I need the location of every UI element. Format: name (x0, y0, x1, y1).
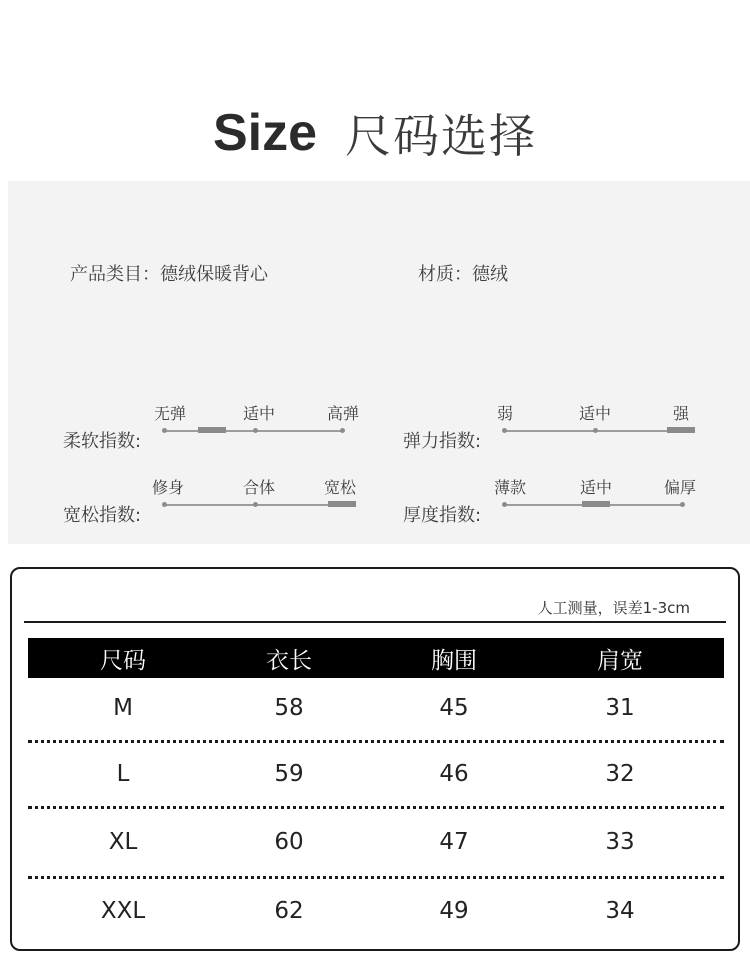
index-option: 合体 (242, 478, 276, 497)
index-elasticity (403, 401, 743, 461)
index-option: 适中 (579, 478, 613, 497)
scale-dot (502, 502, 507, 507)
index-option: 修身 (151, 478, 185, 497)
index-option: 宽松 (323, 478, 357, 497)
index-option: 高弹 (326, 404, 360, 423)
title-zh: 尺码选择 (345, 109, 538, 163)
category-text: 产品类目：德绒保暖背心 (70, 264, 268, 285)
table-row (28, 892, 724, 932)
row-divider (28, 876, 724, 879)
scale-dot (680, 502, 685, 507)
index-option: 适中 (578, 404, 612, 423)
index-label: 宽松指数: (63, 505, 142, 526)
index-looseness (63, 475, 403, 535)
table-cell: 32 (605, 761, 635, 787)
index-label: 弹力指数: (403, 431, 482, 452)
index-option: 偏厚 (663, 478, 697, 497)
column-header-shoulder: 肩宽 (597, 648, 643, 674)
table-cell: L (116, 761, 130, 787)
index-option: 无弹 (153, 404, 187, 423)
column-header-chest: 胸围 (431, 648, 477, 674)
column-header-length: 衣长 (266, 648, 312, 674)
page-title (0, 100, 750, 166)
table-cell: 45 (439, 695, 469, 721)
column-header-size: 尺码 (100, 648, 146, 674)
measurement-note: 人工测量，误差1-3cm (537, 599, 690, 617)
table-cell: 46 (439, 761, 469, 787)
index-option: 薄款 (493, 478, 527, 497)
table-cell: 33 (605, 829, 635, 855)
size-table (10, 567, 740, 951)
table-cell: 47 (439, 829, 469, 855)
material-text: 材质：德绒 (418, 264, 508, 285)
index-option: 适中 (242, 404, 276, 423)
attributes-panel (8, 181, 750, 544)
scale-dot (162, 502, 167, 507)
divider (24, 621, 726, 623)
table-cell: XXL (100, 898, 146, 924)
scale-dot (253, 428, 258, 433)
table-row (28, 689, 724, 729)
scale-dot (593, 428, 598, 433)
scale-dot (253, 502, 258, 507)
table-cell: 62 (274, 898, 304, 924)
index-label: 厚度指数: (403, 505, 482, 526)
index-marker (198, 427, 226, 433)
scale-dot (502, 428, 507, 433)
table-cell: 58 (274, 695, 304, 721)
table-cell: M (113, 695, 133, 721)
index-option: 强 (672, 404, 690, 423)
table-cell: XL (108, 829, 138, 855)
index-marker (328, 501, 356, 507)
index-marker (582, 501, 610, 507)
table-cell: 34 (605, 898, 635, 924)
table-row (28, 823, 724, 863)
index-softness (63, 401, 403, 461)
row-divider (28, 806, 724, 809)
table-cell: 49 (439, 898, 469, 924)
scale-dot (340, 428, 345, 433)
index-label: 柔软指数: (63, 431, 142, 452)
table-row (28, 755, 724, 795)
table-cell: 60 (274, 829, 304, 855)
index-marker (667, 427, 695, 433)
table-header (28, 638, 724, 678)
table-cell: 59 (274, 761, 304, 787)
index-thickness (403, 475, 743, 535)
table-cell: 31 (605, 695, 635, 721)
title-en: Size (212, 104, 318, 162)
scale-dot (162, 428, 167, 433)
row-divider (28, 740, 724, 743)
index-option: 弱 (496, 404, 514, 423)
